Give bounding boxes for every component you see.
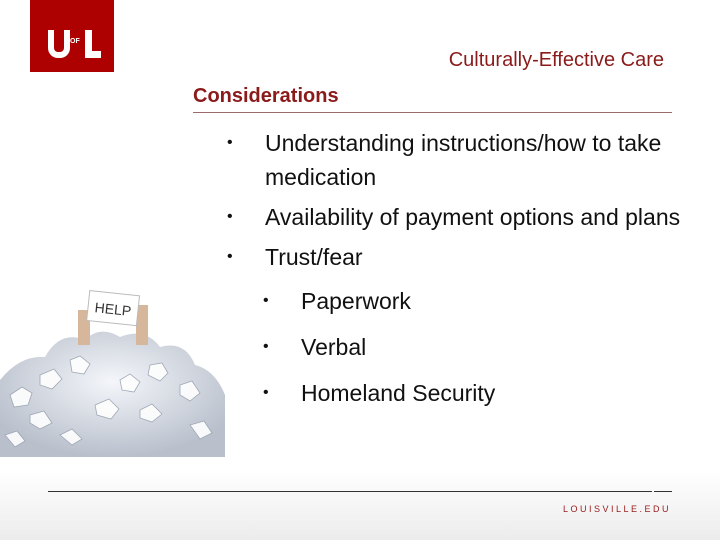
sub-bullet-text: Homeland Security (301, 380, 496, 406)
logo-u-shape (48, 30, 70, 58)
bullet-glyph: • (227, 248, 233, 265)
help-sign-text: HELP (93, 299, 133, 319)
sub-bullet-text: Verbal (301, 334, 367, 360)
heading-underline (193, 112, 672, 113)
bullet-glyph: • (227, 208, 233, 225)
bullet-text: Understanding instructions/how to take medication (265, 130, 662, 190)
bullet-glyph: • (227, 134, 233, 151)
bullet-glyph: • (263, 292, 269, 309)
slide-title: Culturally-Effective Care (448, 49, 664, 71)
bullet-list (223, 126, 683, 422)
footer-divider-accent (654, 491, 672, 492)
bullet-item (223, 200, 683, 234)
bullet-item (223, 126, 683, 194)
footer-website: LOUISVILLE.EDU (562, 504, 671, 514)
uofl-logo (30, 0, 114, 72)
bullet-text: Availability of payment options and plans (265, 204, 681, 230)
sub-bullet-item (223, 376, 683, 410)
sub-bullet-text: Paperwork (301, 288, 411, 314)
logo-l-foot (85, 51, 101, 58)
section-heading: Considerations (193, 85, 339, 107)
help-paper-pile-image (0, 285, 225, 457)
bullet-glyph: • (263, 338, 269, 355)
footer-divider (48, 491, 652, 492)
bullet-text: Trust/fear (265, 244, 363, 270)
sub-bullet-item (223, 330, 683, 364)
logo-of-text: OF (70, 38, 80, 45)
bullet-glyph: • (263, 384, 269, 401)
sub-bullet-item (223, 284, 683, 318)
bullet-item (223, 240, 683, 274)
